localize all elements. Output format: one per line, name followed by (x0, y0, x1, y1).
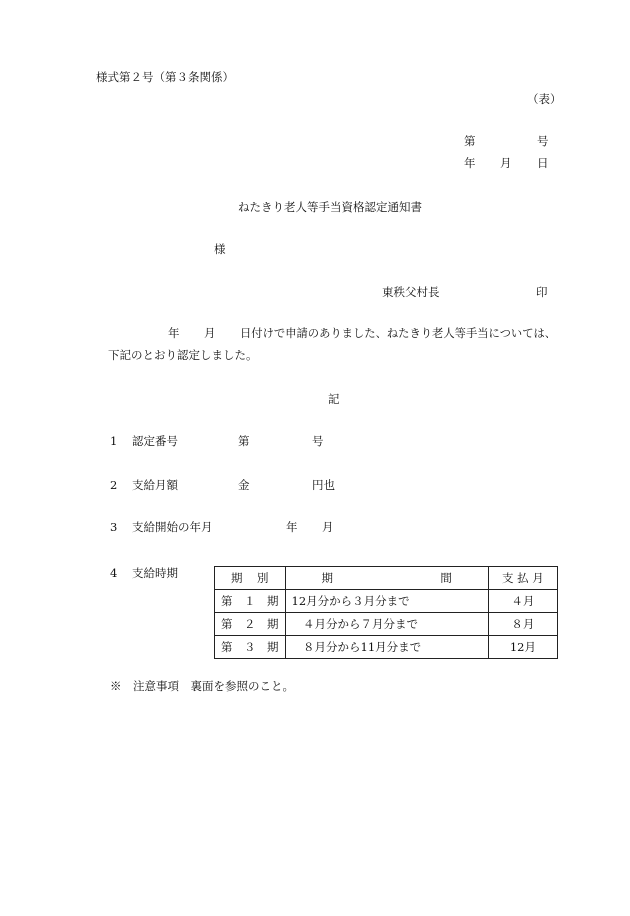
form-number: 様式第２号（第３条関係） (96, 70, 234, 84)
item-2-label: 支給月額 (132, 478, 178, 492)
issuer-name: 東秩父村長 (382, 285, 440, 299)
item-1-number: 1 (110, 434, 118, 448)
row-1-span: 12月分から３月分まで (285, 590, 488, 613)
document-title: ねたきり老人等手当資格認定通知書 (238, 200, 422, 214)
row-3-month: 12月 (488, 636, 557, 659)
body-month: 月 (204, 326, 216, 340)
date-month: 月 (500, 156, 512, 170)
header-period-type: 期 別 (215, 567, 286, 590)
item-2-number: 2 (110, 478, 118, 492)
doc-number-suffix: 号 (537, 134, 549, 148)
front-side-mark: （表） (527, 92, 562, 106)
row-2-period: 第 ２ 期 (215, 613, 286, 636)
note: ※ 注意事項 裏面を参照のこと。 (110, 679, 294, 693)
header-period: 期 間 (285, 567, 488, 590)
item-1-prefix: 第 (238, 434, 250, 448)
item-3-label: 支給開始の年月 (132, 520, 213, 534)
row-3-period: 第 ３ 期 (215, 636, 286, 659)
row-2-month: ８月 (488, 613, 557, 636)
item-2-prefix: 金 (238, 478, 250, 492)
item-3-number: 3 (110, 520, 118, 534)
item-4-number: 4 (110, 566, 118, 580)
seal-mark: 印 (536, 285, 548, 299)
item-3-month: 月 (322, 520, 334, 534)
body-line2: 下記のとおり認定しました。 (108, 348, 258, 362)
row-1-period: 第 １ 期 (215, 590, 286, 613)
item-1-label: 認定番号 (132, 434, 178, 448)
table-row (215, 636, 558, 659)
table-row (215, 590, 558, 613)
date-day: 日 (537, 156, 549, 170)
row-2-span: ４月分から７月分まで (285, 613, 488, 636)
ki-heading: 記 (328, 392, 340, 406)
doc-number-prefix: 第 (464, 134, 476, 148)
item-2-suffix: 円也 (312, 478, 335, 492)
body-year: 年 (168, 326, 180, 340)
payment-schedule-table (214, 566, 558, 659)
row-3-span: ８月分から11月分まで (285, 636, 488, 659)
item-3-year: 年 (286, 520, 298, 534)
row-1-month: ４月 (488, 590, 557, 613)
header-payment-month: 支 払 月 (488, 567, 557, 590)
body-line1: 日付けで申請のありました、ねたきり老人等手当については、 (240, 327, 557, 340)
table-header-row (215, 567, 558, 590)
date-year: 年 (464, 156, 476, 170)
item-1-suffix: 号 (312, 434, 324, 448)
addressee-suffix: 様 (214, 242, 226, 256)
item-4-label: 支給時期 (132, 566, 178, 580)
table-row (215, 613, 558, 636)
